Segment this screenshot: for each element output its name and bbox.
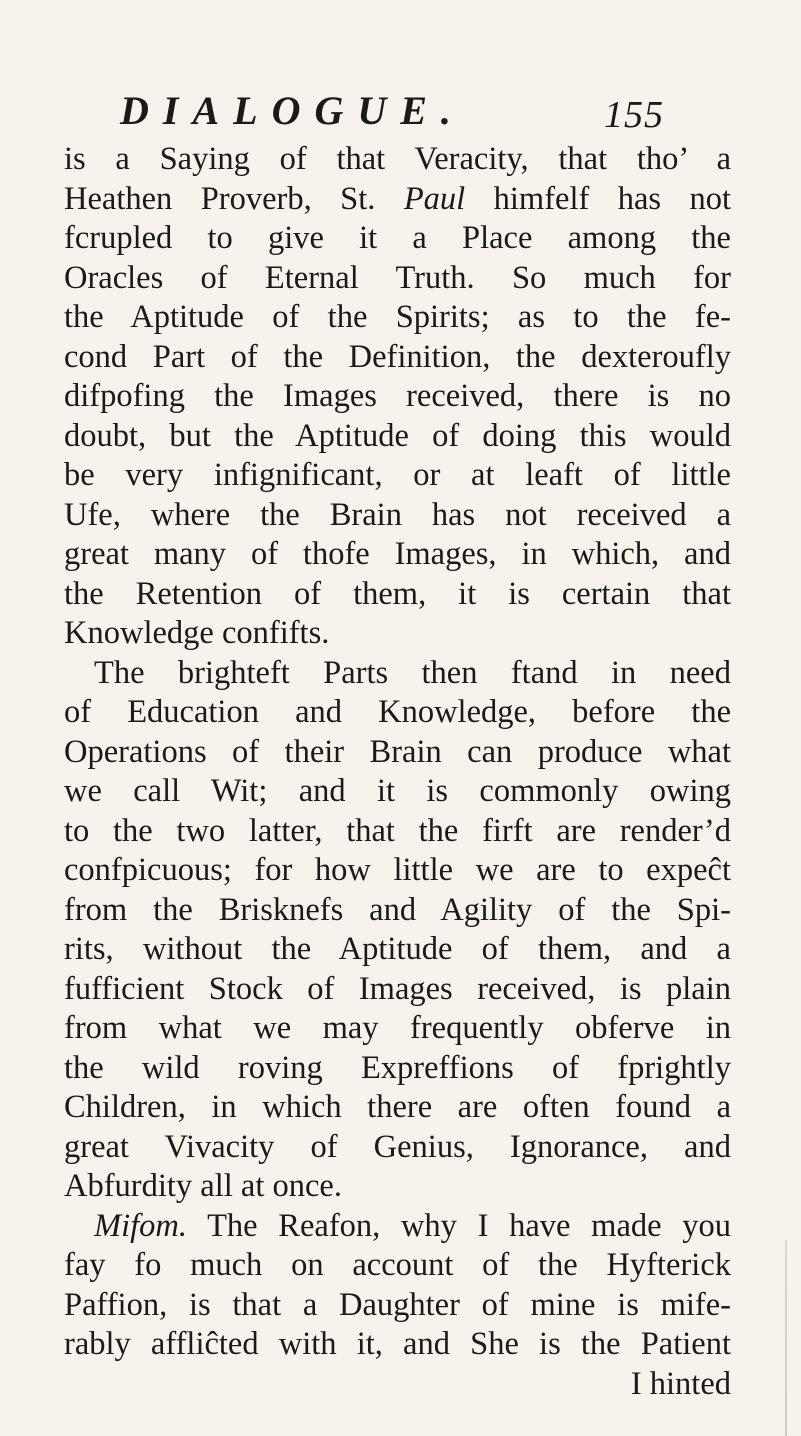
- line-2-end: himfelf has not: [493, 180, 732, 217]
- text-line-20: from the Brisknefs and Agility of the Spi-: [64, 891, 731, 928]
- text-line-30: Paffion, is that a Daughter of mine is mife-: [64, 1286, 731, 1323]
- text-line-1: is a Saying of that Veracity, that tho’ a: [64, 141, 731, 177]
- line-28-rest: The Reafon, why I have made you: [186, 1207, 731, 1244]
- catchword: I hinted: [630, 1365, 731, 1402]
- text-line-27: Abfurdity all at once.: [64, 1168, 342, 1204]
- text-line-10: Ufe, where the Brain has not received a: [64, 496, 731, 533]
- text-line-21: rits, without the Aptitude of them, and a: [64, 931, 731, 967]
- line-2-start: Heathen Proverb, St.: [64, 180, 404, 217]
- text-line-19: confpicuous; for how little we are to expeĉt: [64, 852, 731, 888]
- text-line-28: [64, 1207, 731, 1247]
- text-line-29: fay fo much on account of the Hyfterick: [64, 1247, 731, 1283]
- text-line-22: fufficient Stock of Images received, is plain: [64, 970, 731, 1007]
- text-line-26: great Vivacity of Genius, Ignorance, and: [64, 1128, 731, 1165]
- body-text: [64, 140, 731, 1404]
- running-title: DIALOGUE.: [120, 88, 465, 133]
- text-line-8: doubt, but the Aptitude of doing this would: [64, 417, 731, 454]
- text-line-6: cond Part of the Definition, the dexteroufly: [64, 338, 731, 375]
- text-line-23: from what we may frequently obferve in: [64, 1010, 731, 1046]
- text-line-3: fcrupled to give it a Place among the: [64, 220, 731, 256]
- text-line-25: Children, in which there are often found a: [64, 1089, 731, 1125]
- text-line-31: rably affliĉted with it, and She is the Patient: [64, 1326, 731, 1362]
- text-line-17: we call Wit; and it is commonly owing: [64, 773, 731, 809]
- text-line-9: be very infignificant, or at leaft of little: [64, 457, 731, 493]
- text-line-11: great many of thofe Images, in which, and: [64, 536, 731, 572]
- text-line-7: difpofing the Images received, there is no: [64, 378, 731, 414]
- text-line-18: to the two latter, that the firft are render’d: [64, 812, 731, 849]
- text-line-24: the wild roving Expreffions of fprightly: [64, 1049, 731, 1086]
- text-line-5: the Aptitude of the Spirits; as to the fe-: [64, 299, 731, 335]
- text-line-12: the Retention of them, it is certain that: [64, 575, 731, 612]
- paul-name: Paul: [403, 180, 466, 217]
- page-number: 155: [604, 94, 664, 136]
- text-line-16: Operations of their Brain can produce what: [64, 733, 731, 770]
- running-head: [120, 86, 680, 136]
- text-line-13: Knowledge confifts.: [64, 615, 330, 651]
- text-line-15: of Education and Knowledge, before the: [64, 694, 731, 730]
- text-line-2: [64, 180, 731, 220]
- text-line-14: The brighteft Parts then ftand in need: [94, 654, 731, 691]
- page-edge-shadow: [785, 1240, 787, 1436]
- text-line-4: Oracles of Eternal Truth. So much for: [64, 259, 731, 296]
- speaker-name: Mifom.: [94, 1207, 187, 1244]
